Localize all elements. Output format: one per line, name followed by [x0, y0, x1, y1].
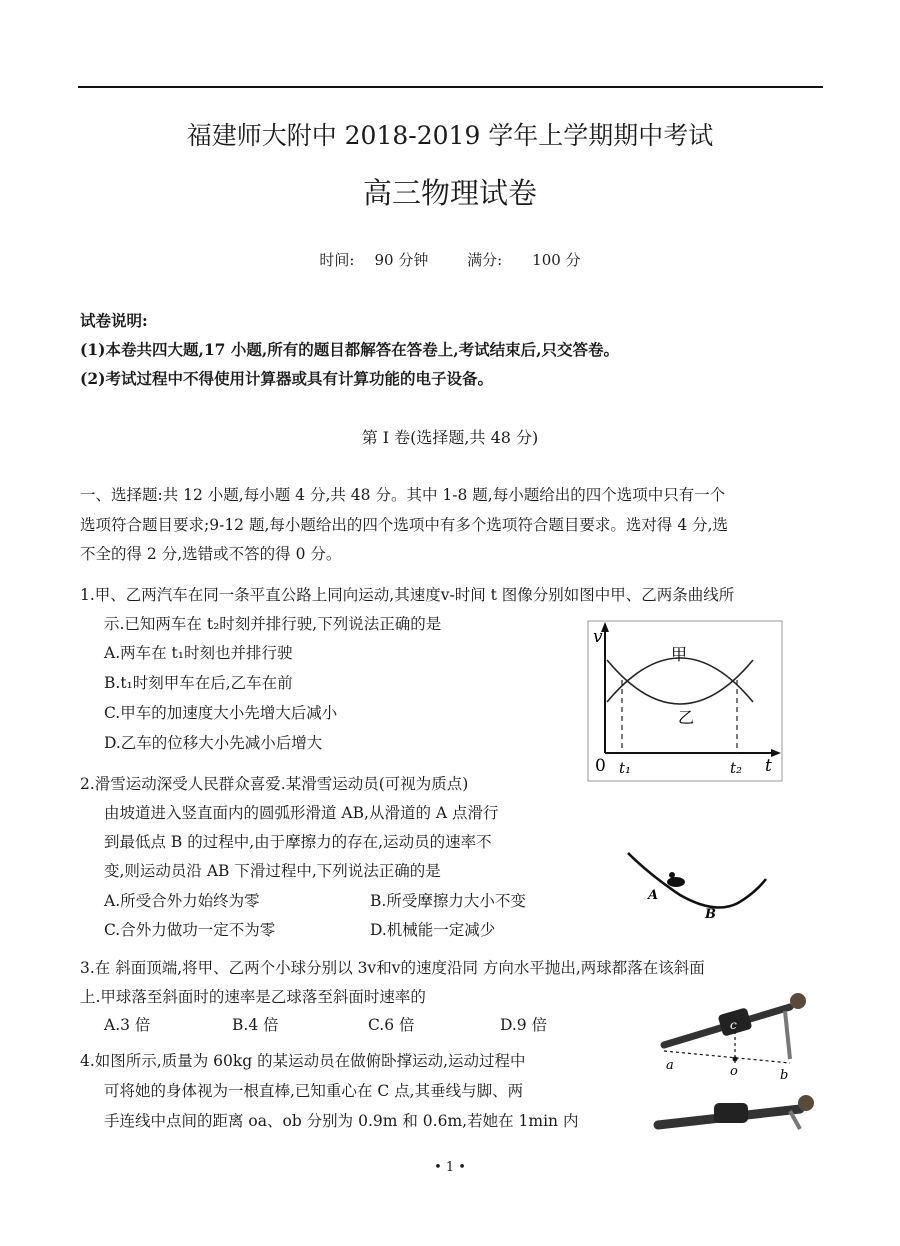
instruction-item: (1)本卷共四大题,17 小题,所有的题目都解答在答卷上,考试结束后,只交答卷。: [80, 340, 620, 359]
instructions-heading: 试卷说明:: [80, 311, 148, 330]
ground-line: [664, 1051, 790, 1063]
skier-head-icon: [669, 872, 675, 878]
curve-a: [607, 660, 753, 704]
x-label: t: [765, 756, 772, 776]
part1-line: 选项符合题目要求;9-12 题,每小题给出的四个选项中有多个选项符合题目要求。选对得 4 分,选: [80, 516, 729, 534]
q2-stem: 由坡道进入竖直面内的圆弧形滑道 AB,从滑道的 A 点滑行: [104, 804, 499, 822]
exam-title: 福建师大附中 2018-2019 学年上学期期中考试: [186, 121, 714, 150]
time-label: 时间:: [319, 251, 355, 269]
curve-a-label: 甲: [671, 645, 688, 664]
q3-stem: 上.甲球落至斜面时的速率是乙球落至斜面时速率的: [80, 988, 426, 1006]
t2-label: t₂: [730, 759, 743, 777]
part1-line: 一、选择题:共 12 小题,每小题 4 分,共 48 分。其中 1-8 题,每小题给出的四个选项中只有一个: [80, 486, 726, 504]
instruction-item: (2)考试过程中不得使用计算器或具有计算功能的电子设备。: [80, 369, 493, 388]
athlete-arm: [785, 1011, 790, 1059]
exam-meta: [0, 249, 900, 270]
skier-icon: [667, 877, 685, 887]
score-value: 100 分: [532, 251, 581, 269]
q1-stem: 1.甲、乙两汽车在同一条平直公路上同向运动,其速度v-时间 t 图像分别如图中甲、乙两条曲线所: [80, 586, 735, 604]
curve-b: [607, 658, 753, 702]
athlete-head-icon: [790, 993, 806, 1009]
q1-stem: 示.已知两车在 t₂时刻并排行驶,下列说法正确的是: [104, 615, 442, 633]
q2-option-d: D.机械能一定减少: [370, 921, 496, 939]
q2-option-a: A.所受合外力始终为零: [104, 892, 260, 910]
point-a-label: A: [648, 888, 659, 903]
q4-stem: 4.如图所示,质量为 60kg 的某运动员在做俯卧撑运动,运动过程中: [80, 1052, 526, 1070]
point-o: [733, 1057, 738, 1062]
q3-option-c: C.6 倍: [368, 1016, 415, 1034]
label-b: b: [780, 1068, 789, 1083]
page-number: • 1 •: [434, 1160, 466, 1175]
q4-pushup-figure: [650, 985, 820, 1145]
q3-option-b: B.4 倍: [232, 1016, 279, 1034]
t1-label: t₁: [619, 759, 632, 777]
x-axis-arrow: [771, 749, 781, 757]
q3-option-d: D.9 倍: [500, 1016, 548, 1034]
q1-option-b: B.t₁时刻甲车在后,乙车在前: [104, 674, 293, 692]
q1-option-c: C.甲车的加速度大小先增大后减小: [104, 704, 338, 722]
point-b-label: B: [705, 907, 716, 922]
q2-option-b: B.所受摩擦力大小不变: [370, 892, 526, 910]
q1-option-d: D.乙车的位移大小先减小后增大: [104, 734, 323, 752]
section-title: 第 I 卷(选择题,共 48 分): [361, 428, 539, 447]
time-value: 90 分钟: [374, 251, 429, 269]
exam-subtitle: 高三物理试卷: [362, 176, 537, 210]
q1-option-a: A.两车在 t₁时刻也并排行驶: [104, 644, 293, 662]
curve-b-label: 乙: [678, 708, 695, 727]
q4-stem: 手连线中点间的距离 oa、ob 分别为 0.9m 和 0.6m,若她在 1min 内: [104, 1112, 579, 1130]
top-rule: [78, 86, 823, 88]
part1-line: 不全的得 2 分,选错或不答的得 0 分。: [80, 545, 342, 563]
origin-label: 0: [595, 756, 606, 776]
athlete-shorts-lower: [714, 1103, 748, 1123]
label-a: a: [666, 1058, 674, 1073]
score-label: 满分:: [467, 251, 503, 269]
q3-stem: 3.在 斜面顶端,将甲、乙两个小球分别以 3v和v的速度沿同 方向水平抛出,两球都落在该斜面: [80, 959, 705, 977]
q1-vt-graph: [585, 618, 785, 783]
y-label: v: [593, 627, 603, 647]
label-c: c: [730, 1018, 737, 1032]
q2-stem: 变,则运动员沿 AB 下滑过程中,下列说法正确的是: [104, 862, 441, 880]
athlete-head-lower-icon: [798, 1095, 814, 1111]
q2-slope-figure: [620, 845, 780, 930]
q3-option-a: A.3 倍: [104, 1016, 151, 1034]
q4-stem: 可将她的身体视为一根直棒,已知重心在 C 点,其垂线与脚、两: [104, 1082, 524, 1100]
q2-stem: 到最低点 B 的过程中,由于摩擦力的存在,运动员的速率不: [104, 833, 492, 851]
q2-stem: 2.滑雪运动深受人民群众喜爱.某滑雪运动员(可视为质点): [80, 775, 469, 793]
label-o: o: [730, 1064, 738, 1079]
q2-option-c: C.合外力做功一定不为零: [104, 921, 276, 939]
